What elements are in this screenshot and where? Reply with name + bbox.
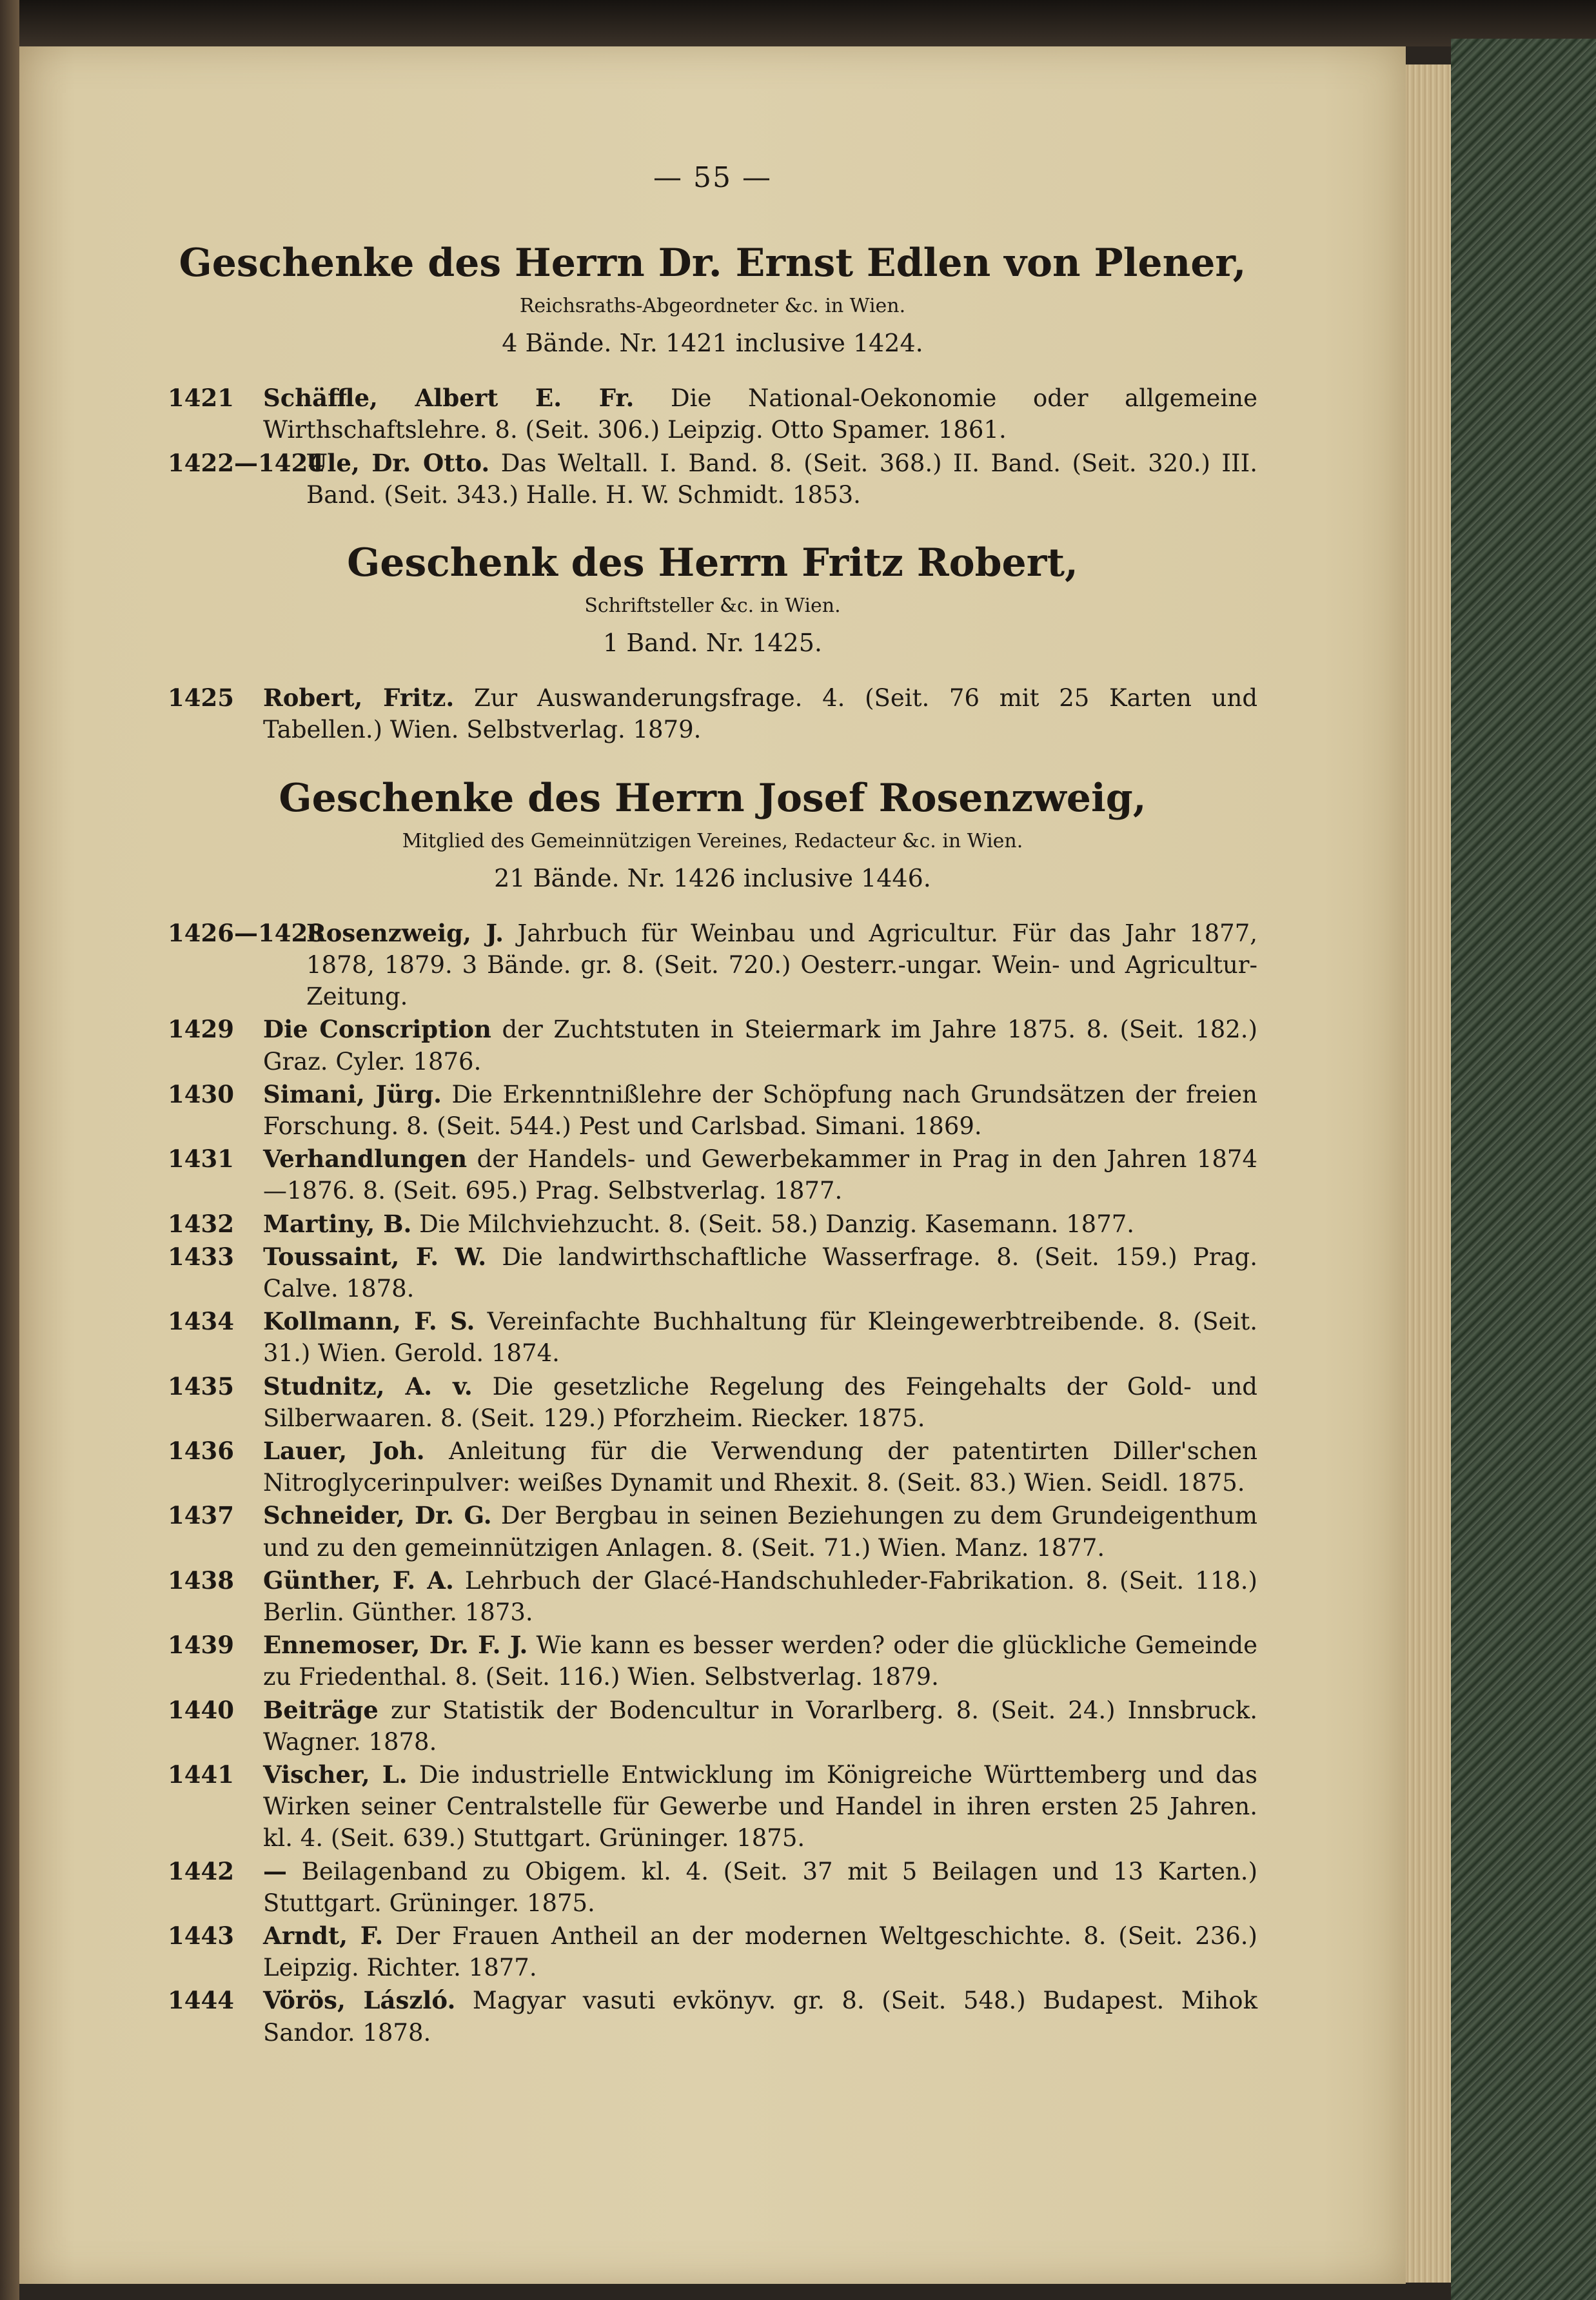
catalog-entry [168, 918, 1257, 1013]
entry-text: der Handels- und Gewerbekammer in Prag in den Jahren 1874—1876. 8. (Seit. 695.) Prag. Selbstverlag. 1877. [263, 1145, 1258, 1205]
donation-title-prefix: Geschenke des Herrn [279, 775, 745, 821]
entry-number: 1431 [168, 1145, 234, 1174]
entry-text: Die National-Oekonomie oder allgemeine Wirthschaftslehre. 8. (Seit. 306.) Leipzig. Otto Spamer. 1861. [263, 384, 1258, 444]
catalog-entry [168, 682, 1257, 745]
donation-section-plener [168, 239, 1257, 511]
donation-range: 21 Bände. Nr. 1426 inclusive 1446. [494, 863, 931, 892]
donation-title [168, 774, 1257, 823]
entry-number: 1426—1428 [168, 918, 324, 947]
catalog-entry [168, 1759, 1257, 1854]
catalog-entry [168, 1435, 1257, 1499]
page-number: — 55 — [653, 161, 772, 194]
entry-text: der Zuchtstuten in Steiermark im Jahre 1875. 8. (Seit. 182.) Graz. Cyler. 1876. [263, 1016, 1257, 1076]
donor-description: Mitglied des Gemeinnützigen Vereines, Redacteur &c. in Wien. [402, 829, 1023, 852]
entry-number: 1437 [168, 1501, 234, 1530]
donor-name: Josef Rosenzweig, [758, 775, 1147, 821]
donation-title [168, 239, 1257, 288]
entry-text: Die Erkenntnißlehre der Schöpfung nach Grundsätzen der freien Forschung. 8. (Seit. 544.) Pest und Carlsbad. Simani. 1869. [263, 1080, 1257, 1140]
donor-description: Reichsraths-Abgeordneter &c. in Wien. [519, 295, 906, 317]
entry-heading: Toussaint, F. W. [263, 1242, 487, 1271]
entry-text: Die landwirthschaftliche Wasserfrage. 8. (Seit. 159.) Prag. Calve. 1878. [263, 1243, 1257, 1303]
catalog-entry [168, 1500, 1257, 1563]
entry-number: 1421 [168, 384, 234, 413]
scan-left-edge [0, 0, 19, 2300]
page-content [168, 161, 1257, 2050]
entry-text: Zur Auswanderungsfrage. 4. (Seit. 76 mit 25 Karten und Tabellen.) Wien. Selbstverlag. 1879. [263, 684, 1257, 744]
catalog-entry [168, 1565, 1257, 1628]
donation-range: 1 Band. Nr. 1425. [603, 629, 822, 657]
entry-number: 1432 [168, 1209, 234, 1238]
entry-text: Lehrbuch der Glacé-Handschuhleder-Fabrikation. 8. (Seit. 118.) Berlin. Günther. 1873. [263, 1566, 1257, 1627]
entry-heading: Verhandlungen [263, 1145, 468, 1174]
donation-range: 4 Bände. Nr. 1421 inclusive 1424. [502, 329, 923, 357]
scan-top-shadow [19, 0, 1596, 46]
entry-text: Jahrbuch für Weinbau und Agricultur. Für das Jahr 1877, 1878, 1879. 3 Bände. gr. 8. (Seit. 720.) Oesterr.-ungar. Wein- und Agricultur-Zeitung. [306, 919, 1257, 1011]
entry-heading: Rosenzweig, J. [306, 918, 504, 947]
entry-text: Der Bergbau in seinen Beziehungen zu dem Grundeigenthum und zu den gemeinnützigen Anlagen. 8. (Seit. 71.) Wien. Manz. 1877. [263, 1502, 1257, 1562]
entry-heading: Vischer, L. [263, 1760, 408, 1789]
entry-number: 1441 [168, 1760, 234, 1789]
entry-text: Anleitung für die Verwendung der patentirten Diller'schen Nitroglycerinpulver: weißes Dynamit und Rhexit. 8. (Seit. 83.) Wien. Seidl. 1875. [263, 1437, 1257, 1497]
entry-text: Wie kann es besser werden? oder die glückliche Gemeinde zu Friedenthal. 8. (Seit. 116.) Wien. Selbstverlag. 1879. [263, 1631, 1257, 1691]
entry-heading: Studnitz, A. v. [263, 1371, 473, 1401]
catalog-entry [168, 1014, 1257, 1077]
catalog-entry [168, 1208, 1257, 1240]
catalog-entry [168, 1985, 1257, 2048]
entry-heading: Robert, Fritz. [263, 683, 455, 713]
entry-text: Die Milchviehzucht. 8. (Seit. 58.) Danzig. Kasemann. 1877. [419, 1210, 1135, 1238]
entry-heading: Simani, Jürg. [263, 1079, 442, 1108]
donor-description: Schriftsteller &c. in Wien. [584, 595, 841, 617]
entry-number: 1436 [168, 1437, 234, 1466]
entry-heading: Die Conscription [263, 1015, 491, 1044]
catalog-entry [168, 1629, 1257, 1693]
entry-heading: Ule, Dr. Otto. [306, 448, 490, 477]
entry-text: Die industrielle Entwicklung im Königreiche Württemberg und das Wirken seiner Centralstelle für Gewerbe und Handel in ihren ersten 25 Jahren. kl. 4. (Seit. 639.) Stuttgart. Grüninger. 1875. [263, 1761, 1258, 1853]
entry-number: 1435 [168, 1371, 234, 1401]
donation-title-prefix: Geschenke des Herrn [179, 241, 645, 286]
entry-text: Vereinfachte Buchhaltung für Kleingewerbtreibende. 8. (Seit. 31.) Wien. Gerold. 1874. [263, 1308, 1257, 1368]
entry-heading: Lauer, Joh. [263, 1437, 425, 1466]
entry-heading: Schäffle, Albert E. Fr. [263, 384, 635, 413]
catalog-entry [168, 1371, 1257, 1434]
entry-text: Beilagenband zu Obigem. kl. 4. (Seit. 37 mit 5 Beilagen und 13 Karten.) Stuttgart. Grüninger. 1875. [263, 1857, 1257, 1917]
entry-number: 1443 [168, 1922, 234, 1951]
entry-heading: Ennemoser, Dr. F. J. [263, 1631, 528, 1660]
entry-number: 1440 [168, 1695, 234, 1724]
entry-heading: Kollmann, F. S. [263, 1307, 475, 1336]
entry-text: Der Frauen Antheil an der modernen Weltgeschichte. 8. (Seit. 236.) Leipzig. Richter. 1877. [263, 1922, 1257, 1982]
entry-heading: Martiny, B. [263, 1209, 412, 1238]
catalog-entry [168, 447, 1257, 511]
catalog-entry [168, 1241, 1257, 1304]
entry-heading: Günther, F. A. [263, 1566, 454, 1595]
donor-name: Dr. Ernst Edlen von Plener, [658, 241, 1246, 286]
entry-text: Die gesetzliche Regelung des Feingehalts der Gold- und Silberwaaren. 8. (Seit. 129.) Pforzheim. Riecker. 1875. [263, 1372, 1257, 1432]
entry-number: 1439 [168, 1631, 234, 1660]
entry-heading: — [263, 1856, 287, 1885]
donation-title-prefix: Geschenk des Herrn [347, 540, 789, 585]
entry-number: 1429 [168, 1015, 234, 1044]
entry-number: 1425 [168, 683, 234, 713]
donor-name: Fritz Robert, [802, 540, 1078, 585]
entry-heading: Schneider, Dr. G. [263, 1501, 492, 1530]
donation-section-robert [168, 539, 1257, 746]
entry-number: 1444 [168, 1986, 234, 2015]
catalog-entry [168, 1306, 1257, 1369]
entry-number: 1430 [168, 1079, 234, 1108]
page-edges [1406, 64, 1451, 2283]
catalog-entry [168, 1856, 1257, 1919]
donation-section-rosenzweig [168, 774, 1257, 2049]
entry-heading: Vörös, László. [263, 1986, 456, 2015]
entry-number: 1438 [168, 1566, 234, 1595]
catalog-entry [168, 1079, 1257, 1142]
entry-number: 1442 [168, 1856, 234, 1885]
catalog-entry [168, 1143, 1257, 1206]
entry-list [168, 918, 1257, 2049]
catalog-entry [168, 1920, 1257, 1983]
donation-title [168, 539, 1257, 587]
entry-text: Magyar vasuti evkönyv. gr. 8. (Seit. 548.) Budapest. Mihok Sandor. 1878. [263, 1987, 1258, 2047]
entry-number: 1434 [168, 1307, 234, 1336]
entry-number: 1422—1424 [168, 448, 324, 477]
entry-text: Das Weltall. I. Band. 8. (Seit. 368.) II. Band. (Seit. 320.) III. Band. (Seit. 343.) Halle. H. W. Schmidt. 1853. [306, 449, 1257, 509]
entry-heading: Beiträge [263, 1695, 379, 1724]
book-cover [1451, 39, 1596, 2300]
entry-text: zur Statistik der Bodencultur in Vorarlberg. 8. (Seit. 24.) Innsbruck. Wagner. 1878. [263, 1696, 1258, 1756]
catalog-entry [168, 1695, 1257, 1758]
entry-heading: Arndt, F. [263, 1922, 384, 1951]
entry-number: 1433 [168, 1242, 234, 1271]
catalog-entry [168, 382, 1257, 446]
